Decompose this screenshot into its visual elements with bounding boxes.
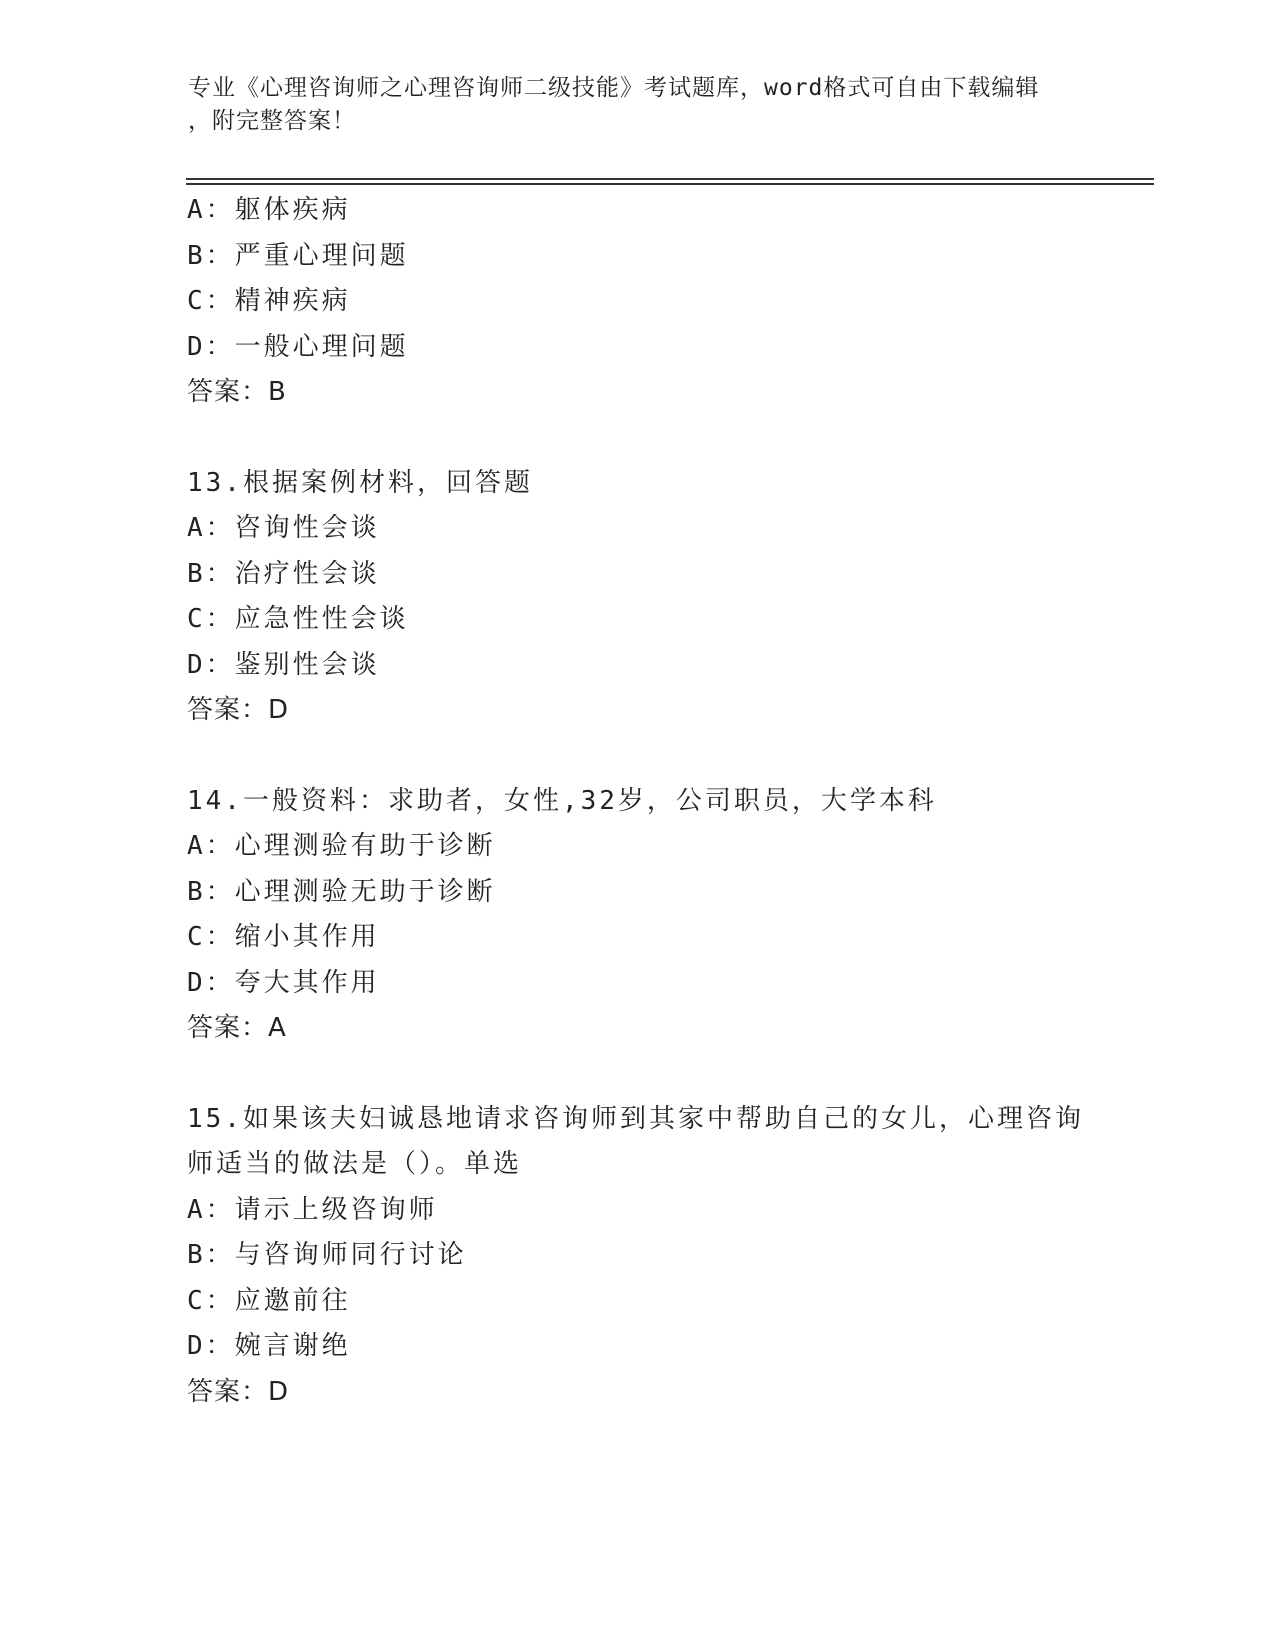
option-b: B：与咨询师同行讨论 xyxy=(187,1240,467,1270)
option-c: C：应急性性会谈 xyxy=(187,604,409,634)
option-d: D：夸大其作用 xyxy=(187,967,380,998)
answer-line: 答案：B xyxy=(187,377,287,407)
option-a: A：咨询性会谈 xyxy=(187,513,380,543)
option-d: D：婉言谢绝 xyxy=(187,1331,351,1361)
answer-line: 答案：D xyxy=(187,1376,290,1407)
header-line-2: ，附完整答案！ xyxy=(188,108,356,134)
question-block-15 xyxy=(187,1097,1147,1416)
block-spacer xyxy=(187,416,1147,461)
question-list xyxy=(187,188,1147,1415)
option-d: D：一般心理问题 xyxy=(187,331,409,362)
question-stem: 13.根据案例材料，回答题 xyxy=(187,467,533,498)
question-block-13 xyxy=(187,461,1147,734)
document-header xyxy=(188,72,1088,138)
option-a: A：请示上级咨询师 xyxy=(187,1194,438,1225)
option-d: D：鉴别性会谈 xyxy=(187,649,380,680)
option-b: B：严重心理问题 xyxy=(187,240,409,271)
question-block-14 xyxy=(187,779,1147,1052)
question-stem-line-1: 15.如果该夫妇诚恳地请求咨询师到其家中帮助自己的女儿，心理咨询 xyxy=(187,1103,1084,1134)
option-b: B：治疗性会谈 xyxy=(187,558,380,589)
option-c: C：应邀前往 xyxy=(187,1285,351,1316)
question-block-12 xyxy=(187,188,1147,416)
answer-line: 答案：A xyxy=(187,1013,287,1043)
block-spacer xyxy=(187,734,1147,779)
answer-line: 答案：D xyxy=(187,695,290,725)
question-stem: 14.一般资料：求助者，女性,32岁，公司职员，大学本科 xyxy=(187,785,937,816)
question-stem-line-2: 师适当的做法是（）。单选 xyxy=(187,1149,523,1179)
option-c: C：缩小其作用 xyxy=(187,922,380,952)
header-divider-bottom xyxy=(186,183,1154,185)
header-line-1: 专业《心理咨询师之心理咨询师二级技能》考试题库，word格式可自由下载编辑 xyxy=(188,75,1040,101)
option-a: A：心理测验有助于诊断 xyxy=(187,831,496,861)
header-divider-top xyxy=(186,178,1154,180)
block-spacer xyxy=(187,1052,1147,1097)
option-c: C：精神疾病 xyxy=(187,286,351,316)
option-b: B：心理测验无助于诊断 xyxy=(187,876,496,907)
option-a: A：躯体疾病 xyxy=(187,195,351,225)
